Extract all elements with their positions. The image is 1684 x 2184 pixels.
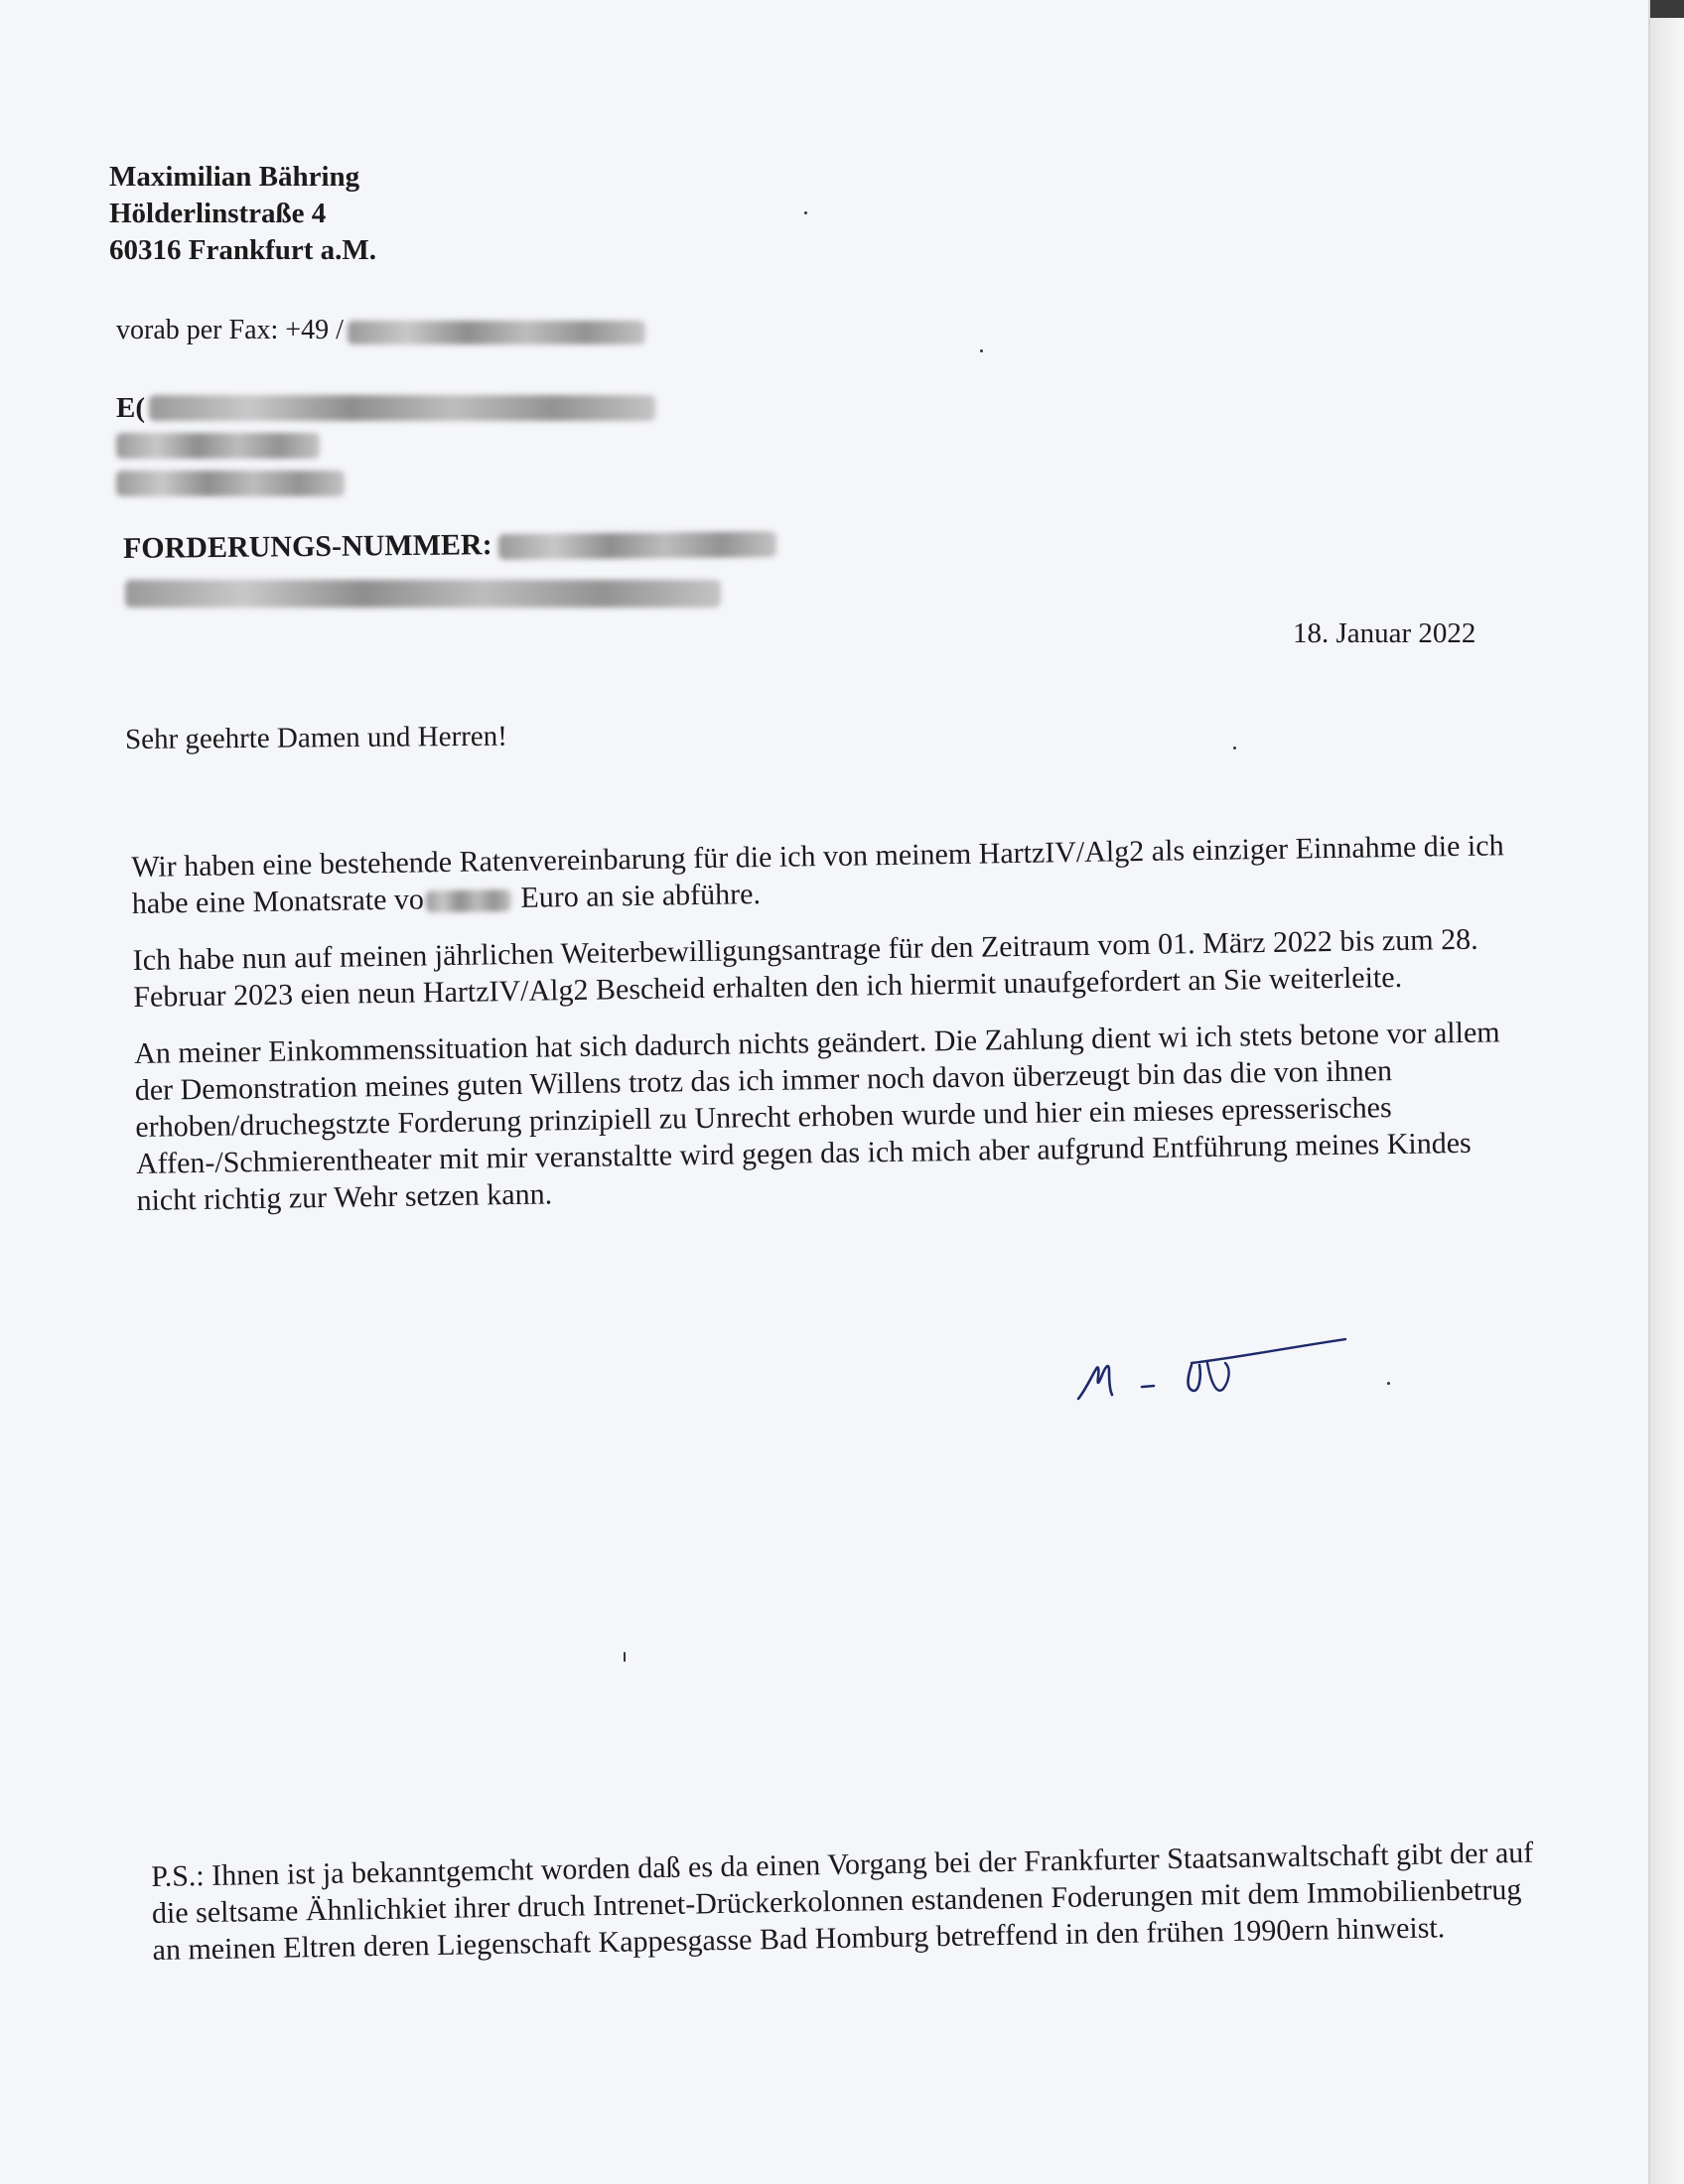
claim-number-line [123,525,776,566]
scan-speck [1233,747,1236,750]
claim-reference-line [125,580,721,608]
scan-speck [624,1652,626,1662]
scan-speck [804,211,807,214]
letter-body [131,827,1527,1239]
salutation: Sehr geehrte Damen und Herren! [124,720,508,755]
fax-line [116,315,645,346]
sender-street: Hölderlinstraße 4 [109,198,327,229]
recipient-address [116,389,655,502]
scanner-shadow [1650,0,1684,18]
scan-speck [980,349,983,352]
claim-number-label: FORDERUNGS-NUMMER: [122,528,492,565]
redacted-recipient-name [149,395,655,421]
sender-city: 60316 Frankfurt a.M. [109,234,377,266]
postscript: P.S.: Ihnen ist ja bekanntgemcht worden daß es da einen Vorgang bei der Frankfurter Staatsanwaltschaft gibt der auf die seltsame Ähnlichkiet ihrer druch Intrenet-Drückerkolonnen estandenen Foderungen mit dem Immobilienbetrug an meinen Eltren deren Liegenschaft Kappesgasse Bad Homburg betreffend in den frühen 1990ern hinweist. [151,1836,1534,1967]
paper-edge [1650,0,1684,2184]
fax-label: vorab per Fax: +49 / [116,315,344,345]
sender-name: Maximilian Bähring [109,161,360,193]
sender-address [109,159,376,269]
redacted-monthly-rate [426,889,511,912]
redacted-fax-number [348,321,645,344]
redacted-claim-number [498,531,776,560]
body-paragraph-1-end: Euro an sie abführe. [520,878,762,914]
body-paragraph-1-text: Wir haben eine bestehende Ratenvereinbarung für die ich von meinem HartzIV/Alg2 als einziger Einnahme die ich habe eine Monatsrate vo [131,829,1504,920]
recipient-prefix: E( [116,391,145,424]
scan-speck [1387,1382,1390,1385]
body-paragraph-2: Ich habe nun auf meinen jährlichen Weiterbewilligungsantrage für den Zeitraum vom 01. März 2022 bis zum 28. Februar 2023 eien neun HartzIV/Alg2 Bescheid erhalten den ich hiermit unaufgefordert an Sie weiterleite. [132,922,1478,1014]
handwritten-signature [1072,1325,1410,1425]
body-paragraph-3: An meiner Einkommenssituation hat sich dadurch nichts geändert. Die Zahlung dient wi ich stets betone vor allem der Demonstration meines guten Willens trotz das ich immer noch davon überzeugt bin das die von ihnen erhoben/druchegstzte Forderung prinzipiell zu Unrecht erhoben wurde und hier ein mieses epresserisches Affen-/Schmierentheater mit mir veranstaltte wird gegen das ich mich aber aufgrund Entführung meines Kindes nicht richtig zur Wehr setzen kann. [133,1016,1500,1217]
redacted-recipient-city [116,471,345,496]
redacted-recipient-street [116,433,320,459]
redacted-claim-reference [125,580,721,608]
letter-date: 18. Januar 2022 [1293,617,1476,649]
